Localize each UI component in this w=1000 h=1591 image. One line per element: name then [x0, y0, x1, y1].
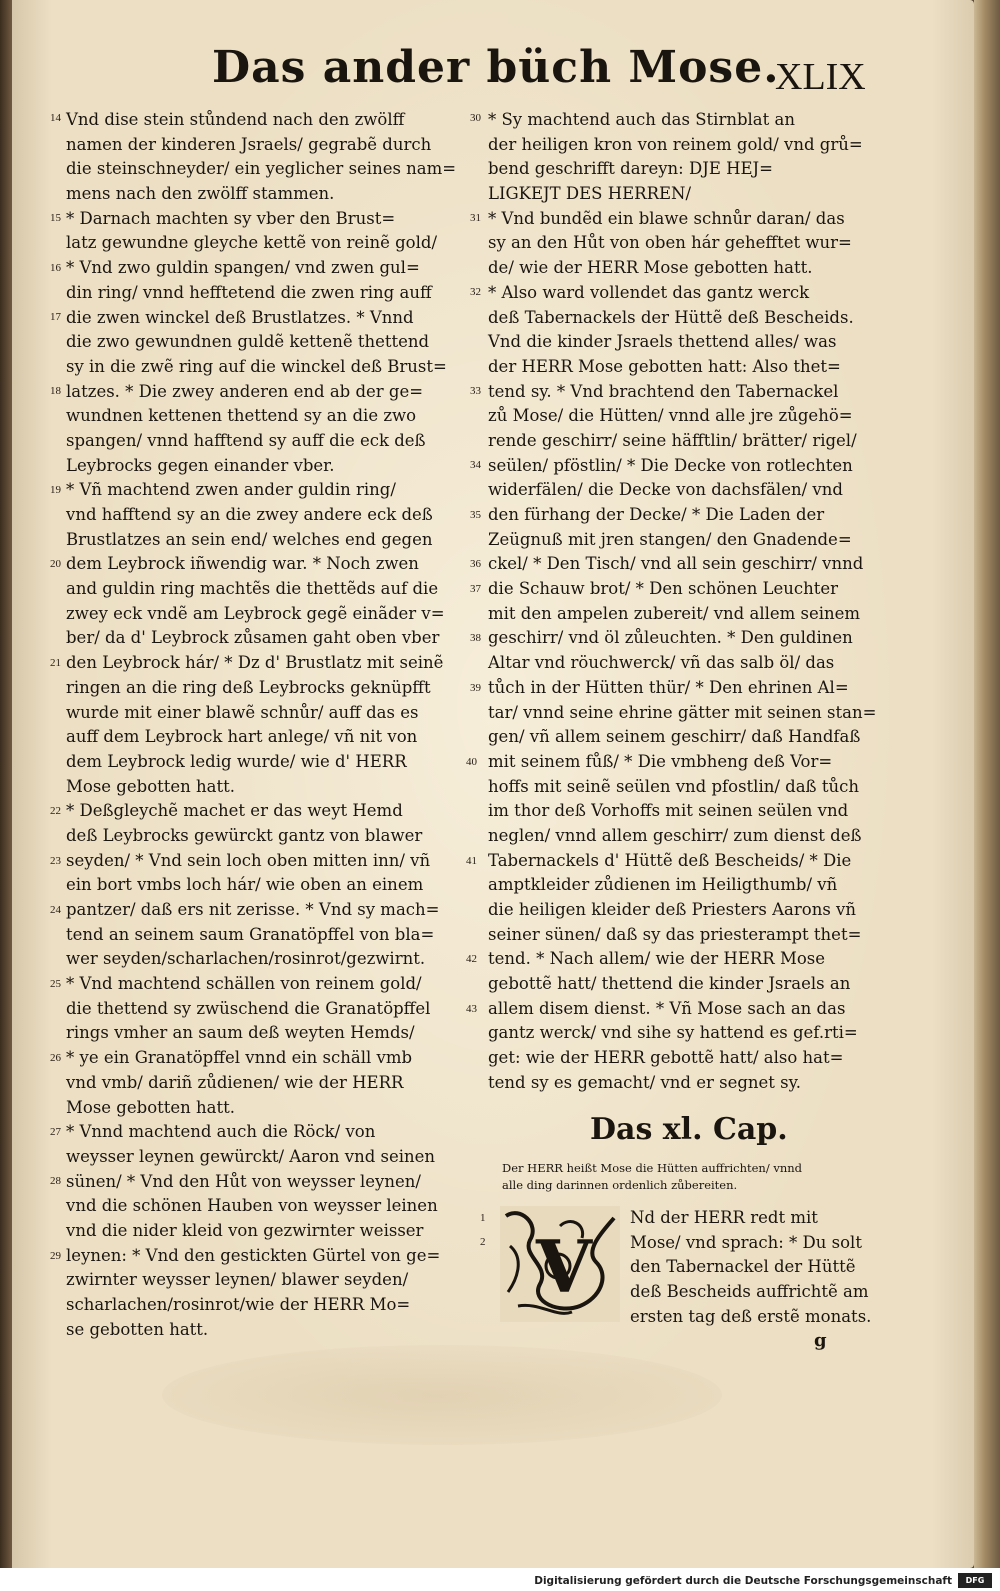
- verse-number: 16: [50, 262, 61, 274]
- text-line: deß Bescheids auffrichtẽ am: [630, 1282, 869, 1302]
- text-line: * Vnd bundẽd ein blawe schnůr daran/ das: [488, 208, 845, 228]
- verse-number: 28: [50, 1175, 61, 1187]
- text-line: tar/ vnnd seine ehrine gätter mit seinen stan=: [488, 702, 877, 722]
- verse-number: 31: [470, 212, 481, 224]
- text-line: * Vnd machtend schällen von reinem gold/: [66, 974, 422, 994]
- text-line: spangen/ vnnd hafftend sy auff die eck deß: [66, 430, 426, 450]
- verse-number: 18: [50, 385, 61, 397]
- text-line: dem Leybrock ledig wurde/ wie d' HERR: [66, 751, 407, 771]
- text-line: neglen/ vnnd allem geschirr/ zum dienst deß: [488, 825, 862, 845]
- text-line: sy in die zwẽ ring auf die winckel deß Brust=: [66, 356, 447, 376]
- text-line: seiner sünen/ daß sy das priesterampt thet=: [488, 924, 862, 944]
- verse-number: 39: [470, 682, 481, 694]
- verse-number: 36: [470, 558, 481, 570]
- text-line: and guldin ring machtẽs die thettẽds auf die: [66, 579, 439, 599]
- text-line: Nd der HERR redt mit: [630, 1208, 818, 1227]
- text-line: auff dem Leybrock hart anlege/ vñ nit von: [66, 727, 418, 747]
- folio-number: XLIX: [775, 56, 866, 98]
- text-line: ber/ da d' Leybrock zůsamen gaht oben vber: [66, 628, 440, 648]
- verse-number: 1: [480, 1212, 486, 1224]
- page-fore-edge: [974, 0, 1000, 1568]
- footer-bar: [0, 1568, 1000, 1591]
- text-line: rings vmher an saum deß weyten Hemds/: [66, 1023, 415, 1043]
- text-line: die Schauw brot/ * Den schönen Leuchter: [488, 579, 839, 599]
- text-line: Vnd dise stein stůndend nach den zwölff: [66, 110, 405, 129]
- text-line: wer seyden/scharlachen/rosinrot/gezwirnt.: [66, 949, 426, 969]
- text-line: * Vnnd machtend auch die Röck/ von: [66, 1122, 376, 1142]
- text-line: LIGKEJT DES HERREN/: [488, 184, 692, 204]
- chapter-summary-line: alle ding darinnen ordenlich zůbereiten.: [502, 1178, 738, 1192]
- dfg-logo-icon: DFG: [958, 1573, 992, 1588]
- verse-number: 30: [470, 112, 481, 124]
- text-line: hoffs mit seinẽ seülen vnd pfostlin/ daß tůch: [488, 776, 859, 796]
- text-line: Leybrocks gegen einander vber.: [66, 455, 335, 475]
- text-line: zů Mose/ die Hütten/ vnnd alle jre zůgehö=: [488, 406, 853, 426]
- text-line: tend sy. * Vnd brachtend den Tabernackel: [488, 381, 839, 401]
- text-line: mens nach den zwölff stammen.: [66, 184, 335, 204]
- text-line: den Leybrock hár/ * Dz d' Brustlatz mit seinẽ: [66, 653, 444, 673]
- text-line: amptkleider zůdienen im Heiligthumb/ vñ: [488, 875, 838, 895]
- initial-letter: V: [536, 1224, 592, 1309]
- verse-number: 37: [470, 583, 481, 595]
- text-line: get: wie der HERR gebottẽ hatt/ also hat=: [488, 1048, 844, 1068]
- text-line: gebottẽ hatt/ thettend die kinder Jsraels an: [488, 974, 851, 994]
- text-line: ringen an die ring deß Leybrocks geknüpfft: [66, 677, 431, 697]
- text-line: der HERR Mose gebotten hatt: Also thet=: [488, 356, 841, 376]
- verse-number: 40: [466, 756, 477, 768]
- text-line: gen/ vñ allem seinem geschirr/ daß Handfaß: [488, 727, 861, 747]
- verse-number: 29: [50, 1250, 61, 1262]
- catchword: g: [814, 1330, 827, 1351]
- text-line: * Vnd zwo guldin spangen/ vnd zwen gul=: [66, 258, 420, 278]
- verse-number: 19: [50, 484, 61, 496]
- running-head: Das ander büch Mose.: [212, 42, 780, 93]
- text-line: vnd hafftend sy an die zwey andere eck deß: [66, 505, 433, 524]
- verse-number: 33: [470, 385, 481, 397]
- text-line: rende geschirr/ seine häfftlin/ brätter/ rigel/: [488, 430, 857, 450]
- verse-number: 34: [470, 459, 481, 471]
- verse-number: 21: [50, 657, 61, 669]
- text-line: seyden/ * Vnd sein loch oben mitten inn/ vñ: [66, 850, 431, 870]
- text-line: zwey eck vndẽ am Leybrock gegẽ einãder v=: [66, 603, 445, 623]
- ornament-initial-icon: [500, 1206, 620, 1322]
- text-line: Altar vnd röuchwerck/ vñ das salb öl/ das: [488, 653, 835, 673]
- text-line: vnd die schönen Hauben von weysser leinen: [66, 1196, 438, 1216]
- verse-number: 20: [50, 558, 61, 570]
- chapter-title: Das xl. Cap.: [590, 1112, 788, 1147]
- verse-number: 42: [466, 953, 477, 965]
- text-line: allem disem dienst. * Vñ Mose sach an das: [488, 998, 846, 1018]
- verse-number: 27: [50, 1126, 61, 1138]
- text-line: vnd vmb/ dariñ zůdienen/ wie der HERR: [66, 1072, 404, 1092]
- decorated-initial: [500, 1206, 620, 1322]
- funding-notice: Digitalisierung gefördert durch die Deutsche Forschungsgemeinschaft: [534, 1575, 952, 1587]
- text-line: tend an seinem saum Granatöpffel von bla=: [66, 924, 435, 944]
- text-line: mit seinem fůß/ * Die vmbheng deß Vor=: [488, 751, 833, 771]
- text-line: * Darnach machten sy vber den Brust=: [66, 208, 396, 228]
- text-line: latz gewundne gleyche kettẽ von reinẽ gold/: [66, 233, 438, 253]
- right-text-column: [488, 108, 878, 1096]
- verse-number: 41: [466, 855, 477, 867]
- verse-number: 15: [50, 212, 61, 224]
- verse-number: 14: [50, 112, 61, 124]
- text-line: wundnen kettenen thettend sy an die zwo: [66, 406, 417, 426]
- text-line: ersten tag deß erstẽ monats.: [630, 1306, 872, 1326]
- text-line: geschirr/ vnd öl zůleuchten. * Den guldinen: [488, 628, 853, 648]
- text-line: * ye ein Granatöpffel vnnd ein schäll vmb: [66, 1048, 413, 1068]
- text-line: pantzer/ daß ers nit zerisse. * Vnd sy mach=: [66, 900, 440, 919]
- text-line: Mose gebotten hatt.: [66, 1097, 235, 1117]
- verse-number: 25: [50, 978, 61, 990]
- text-line: * Sy machtend auch das Stirnblat an: [488, 110, 795, 129]
- chapter-opening-text: [630, 1206, 871, 1330]
- text-line: Mose gebotten hatt.: [66, 776, 235, 796]
- text-line: Vnd die kinder Jsraels thettend alles/ was: [488, 332, 837, 352]
- text-line: die thettend sy zwüschend die Granatöpffel: [66, 998, 431, 1018]
- text-line: weysser leynen gewürckt/ Aaron vnd seinen: [66, 1146, 436, 1166]
- text-line: namen der kinderen Jsraels/ gegrabẽ durch: [66, 134, 432, 154]
- text-line: die zwen winckel deß Brustlatzes. * Vnnd: [66, 307, 414, 327]
- verse-number: 24: [50, 904, 61, 916]
- verse-number: 17: [50, 311, 61, 323]
- text-line: den Tabernackel der Hüttẽ: [630, 1257, 856, 1277]
- text-line: din ring/ vnnd hefftetend die zwen ring auff: [66, 282, 432, 302]
- text-line: latzes. * Die zwey anderen end ab der ge=: [66, 381, 424, 401]
- text-line: tend. * Nach allem/ wie der HERR Mose: [488, 949, 826, 969]
- text-line: * Vñ machtend zwen ander guldin ring/: [66, 480, 396, 500]
- text-line: wurde mit einer blawẽ schnůr/ auff das es: [66, 702, 419, 722]
- text-line: bend geschrifft dareyn: DJE HEJ=: [488, 159, 773, 179]
- text-line: deß Tabernackels der Hüttẽ deß Bescheids.: [488, 307, 854, 327]
- text-line: * Deßgleychẽ machet er das weyt Hemd: [66, 801, 403, 821]
- text-line: gantz werck/ vnd sihe sy hattend es gef.rti=: [488, 1023, 858, 1043]
- text-line: seülen/ pföstlin/ * Die Decke von rotlechten: [488, 455, 853, 475]
- text-line: Tabernackels d' Hüttẽ deß Bescheids/ * Die: [488, 850, 852, 870]
- text-line: den fürhang der Decke/ * Die Laden der: [488, 505, 825, 524]
- chapter-summary-line: Der HERR heißt Mose die Hütten auffrichten/ vnnd: [502, 1161, 803, 1175]
- text-line: im thor deß Vorhoffs mit seinen seülen vnd: [488, 801, 849, 821]
- verse-number: 43: [466, 1003, 477, 1015]
- text-line: zwirnter weysser leynen/ blawer seyden/: [66, 1270, 409, 1290]
- verse-number: 32: [470, 286, 481, 298]
- text-line: ckel/ * Den Tisch/ vnd all sein geschirr/ vnnd: [488, 554, 864, 574]
- verse-number: 2: [480, 1236, 486, 1248]
- water-stain: [162, 1345, 722, 1445]
- verse-number: 26: [50, 1052, 61, 1064]
- text-line: Zeügnuß mit jren stangen/ den Gnadende=: [488, 529, 852, 549]
- text-line: dem Leybrock iñwendig war. * Noch zwen: [66, 554, 419, 574]
- text-line: widerfälen/ die Decke von dachsfälen/ vnd: [488, 480, 843, 500]
- text-line: Mose/ vnd sprach: * Du solt: [630, 1232, 862, 1252]
- text-line: Brustlatzes an sein end/ welches end gegen: [66, 529, 433, 549]
- text-line: der heiligen kron von reinem gold/ vnd grů=: [488, 134, 863, 154]
- verse-number: 35: [470, 509, 481, 521]
- text-line: sünen/ * Vnd den Hůt von weysser leynen/: [66, 1171, 421, 1191]
- text-line: tůch in der Hütten thür/ * Den ehrinen Al=: [488, 677, 849, 697]
- text-line: die steinschneyder/ ein yeglicher seines nam=: [66, 159, 457, 179]
- text-line: se gebotten hatt.: [66, 1319, 209, 1339]
- text-line: * Also ward vollendet das gantz werck: [488, 282, 810, 302]
- text-line: scharlachen/rosinrot/wie der HERR Mo=: [66, 1295, 411, 1314]
- chapter-summary: [502, 1160, 802, 1194]
- text-line: sy an den Hůt von oben hár gehefftet wur=: [488, 233, 852, 253]
- verse-number: 38: [470, 632, 481, 644]
- verse-number: 23: [50, 855, 61, 867]
- text-line: deß Leybrocks gewürckt gantz von blawer: [66, 825, 423, 845]
- text-line: leynen: * Vnd den gestickten Gürtel von ge=: [66, 1245, 441, 1265]
- text-line: mit den ampelen zubereit/ vnd allem seinem: [488, 603, 861, 623]
- text-line: ein bort vmbs loch hár/ wie oben an einem: [66, 875, 424, 895]
- verse-number: 22: [50, 805, 61, 817]
- text-line: vnd die nider kleid von gezwirnter weisser: [66, 1220, 424, 1240]
- left-text-column: [66, 108, 466, 1342]
- text-line: die zwo gewundnen guldẽ kettenẽ thettend: [66, 332, 430, 352]
- text-line: de/ wie der HERR Mose gebotten hatt.: [488, 258, 813, 278]
- text-line: tend sy es gemacht/ vnd er segnet sy.: [488, 1072, 802, 1092]
- text-line: die heiligen kleider deß Priesters Aarons vñ: [488, 900, 856, 919]
